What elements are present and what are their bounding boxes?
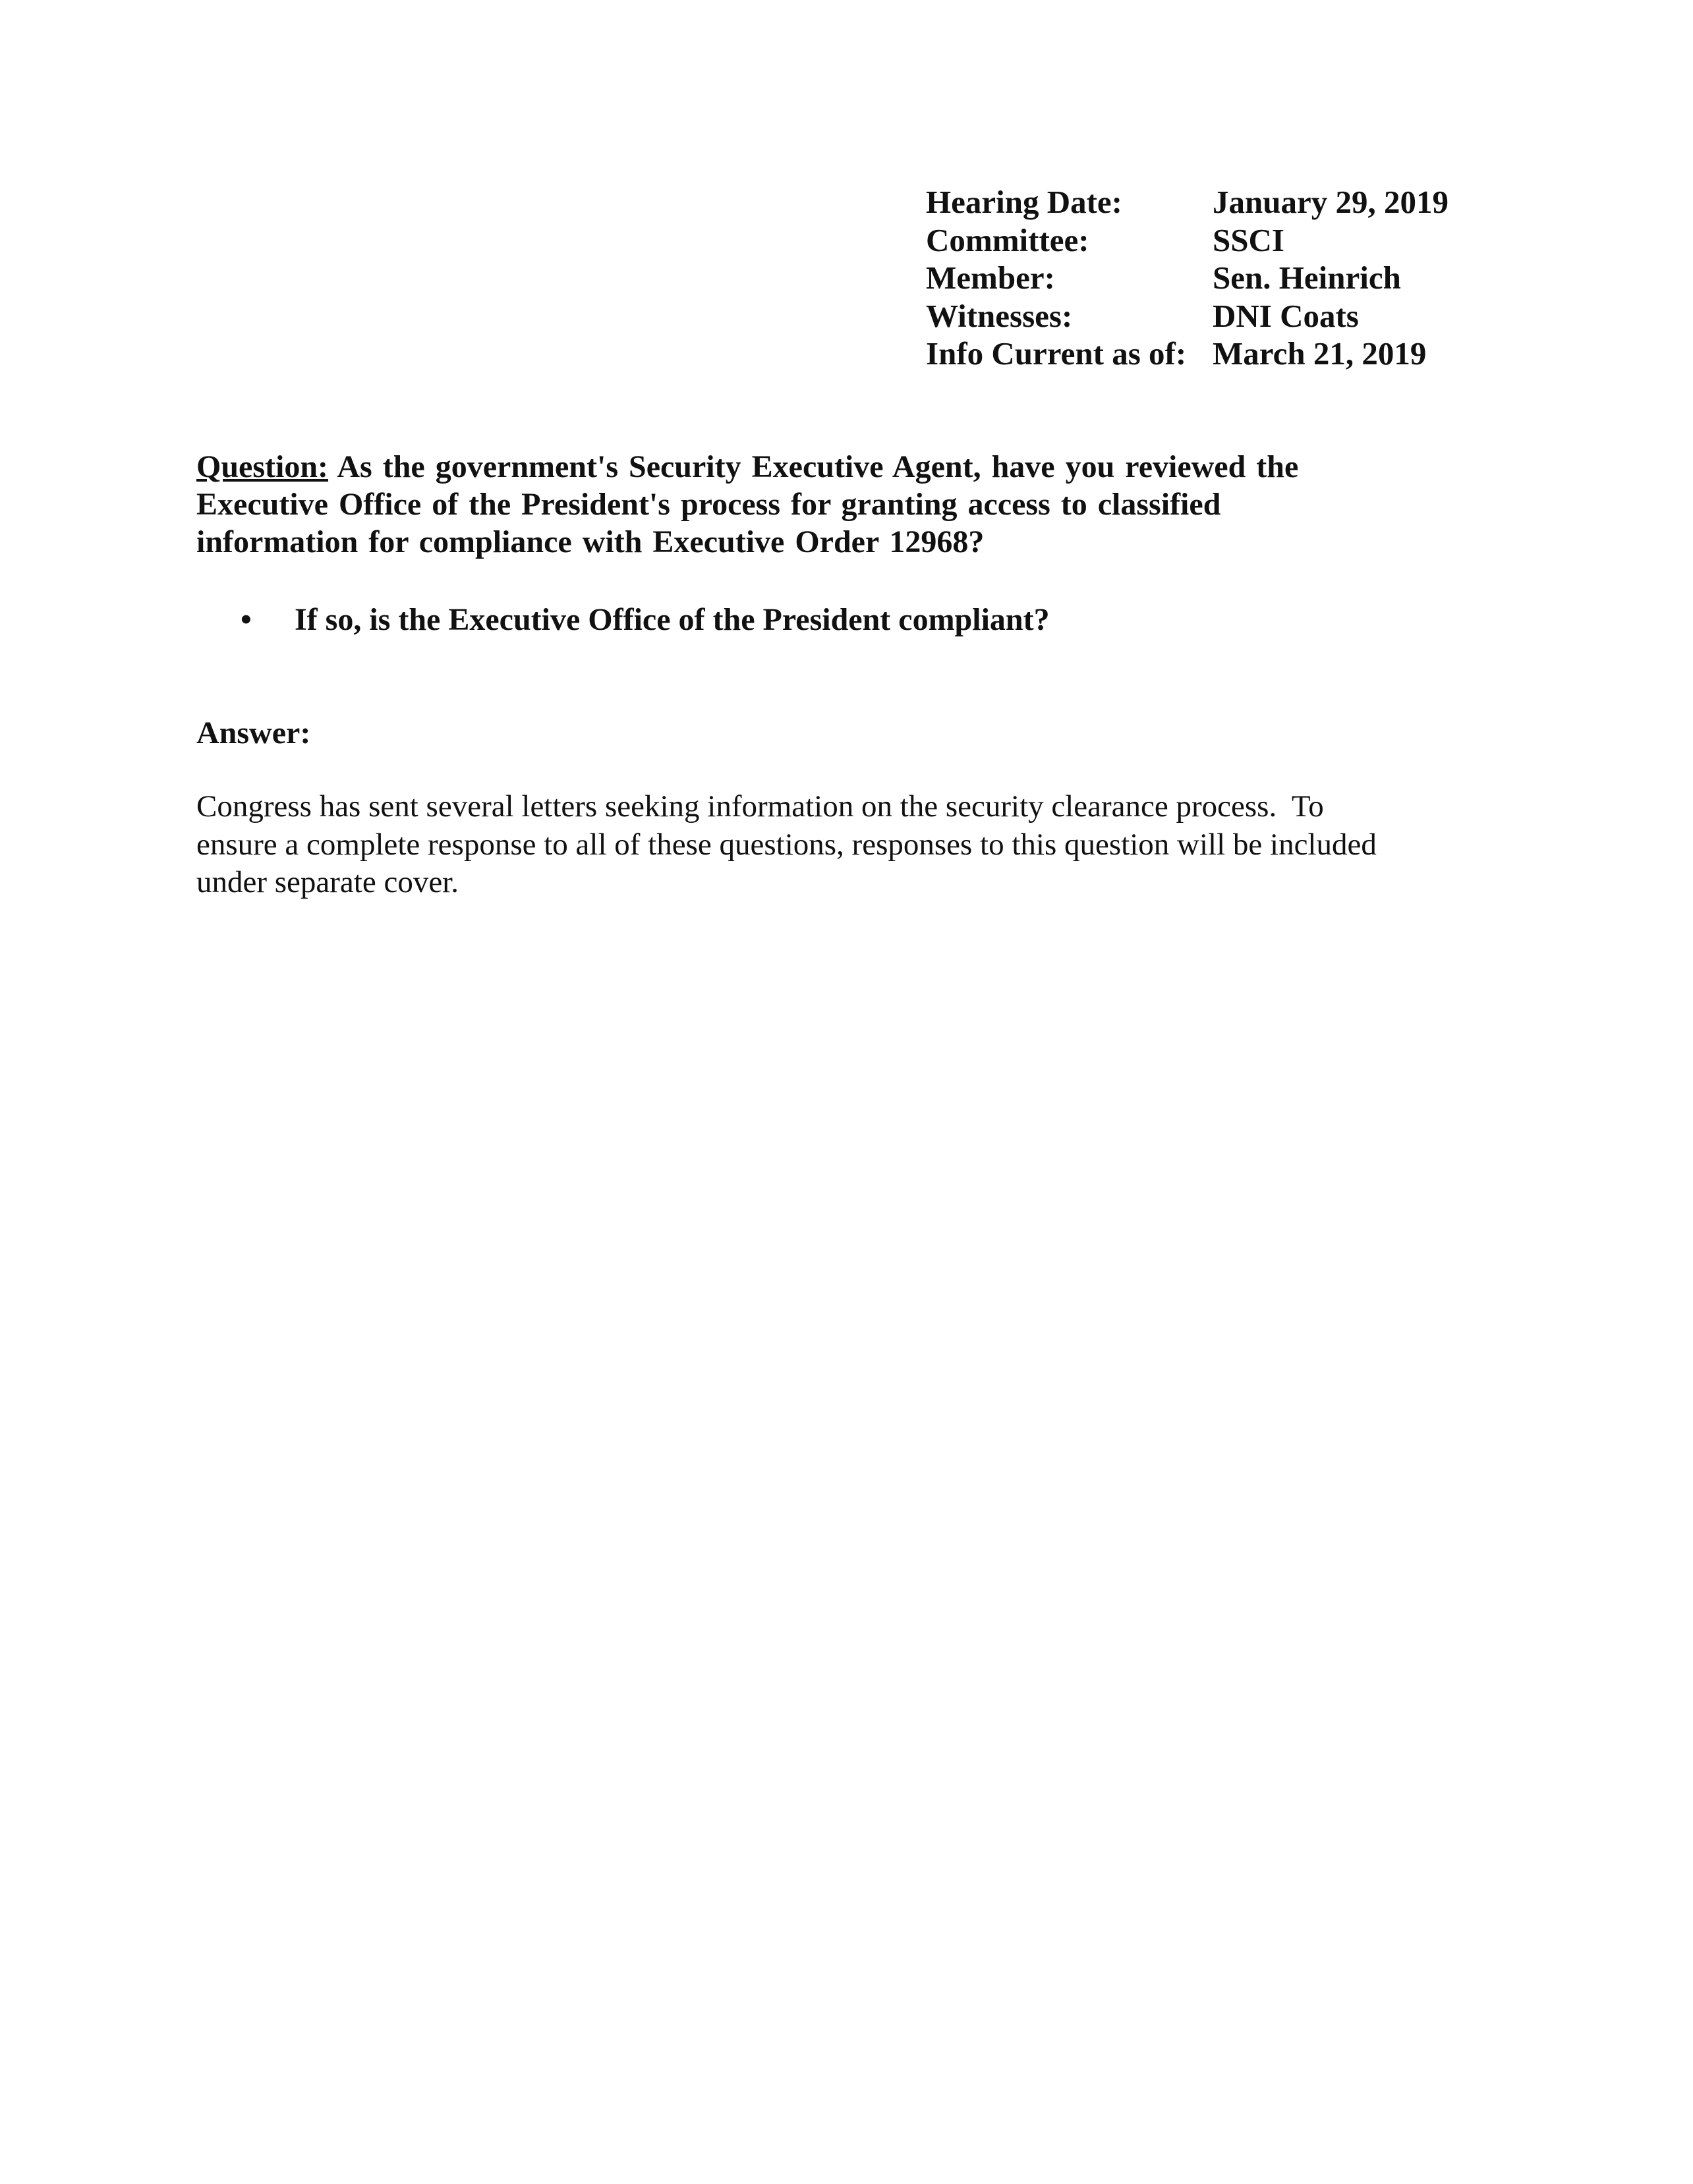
committee-value: SSCI [1213, 221, 1284, 258]
hearing-info-block [926, 183, 1449, 373]
member-label: Member: [926, 260, 1055, 296]
answer-line: under separate cover. [196, 865, 459, 899]
answer-line: Congress has sent several letters seeking information on the security clearance process. To [196, 789, 1324, 824]
answer-line: ensure a complete response to all of these questions, responses to this question will be included [196, 827, 1377, 862]
info-current-value: March 21, 2019 [1213, 335, 1427, 372]
hearing-date-row [926, 183, 1449, 221]
question-line: information for compliance with Executive Order 12968? [196, 524, 985, 559]
committee-label: Committee: [926, 221, 1089, 258]
question-line: Executive Office of the President's process for granting access to classified [196, 487, 1221, 522]
witnesses-value: DNI Coats [1213, 297, 1359, 334]
bullet-text: If so, is the Executive Office of the President compliant? [295, 602, 1050, 637]
question-bullet [241, 601, 1050, 638]
member-value: Sen. Heinrich [1213, 260, 1401, 296]
committee-row [926, 221, 1449, 260]
answer-label: Answer: [196, 715, 311, 750]
question-label: Question: [196, 449, 329, 484]
question-line [196, 448, 1298, 486]
hearing-date-value: January 29, 2019 [1213, 184, 1449, 220]
hearing-date-label: Hearing Date: [926, 184, 1122, 220]
info-current-row [926, 335, 1449, 373]
question-text: As the government's Security Executive Agent, have you reviewed the [337, 449, 1299, 484]
member-row [926, 259, 1449, 297]
info-current-label: Info Current as of: [926, 335, 1187, 372]
bullet-icon: • [241, 602, 252, 637]
question-block [196, 448, 1298, 561]
answer-text [196, 788, 1377, 902]
witnesses-label: Witnesses: [926, 297, 1073, 334]
witnesses-row [926, 297, 1449, 335]
